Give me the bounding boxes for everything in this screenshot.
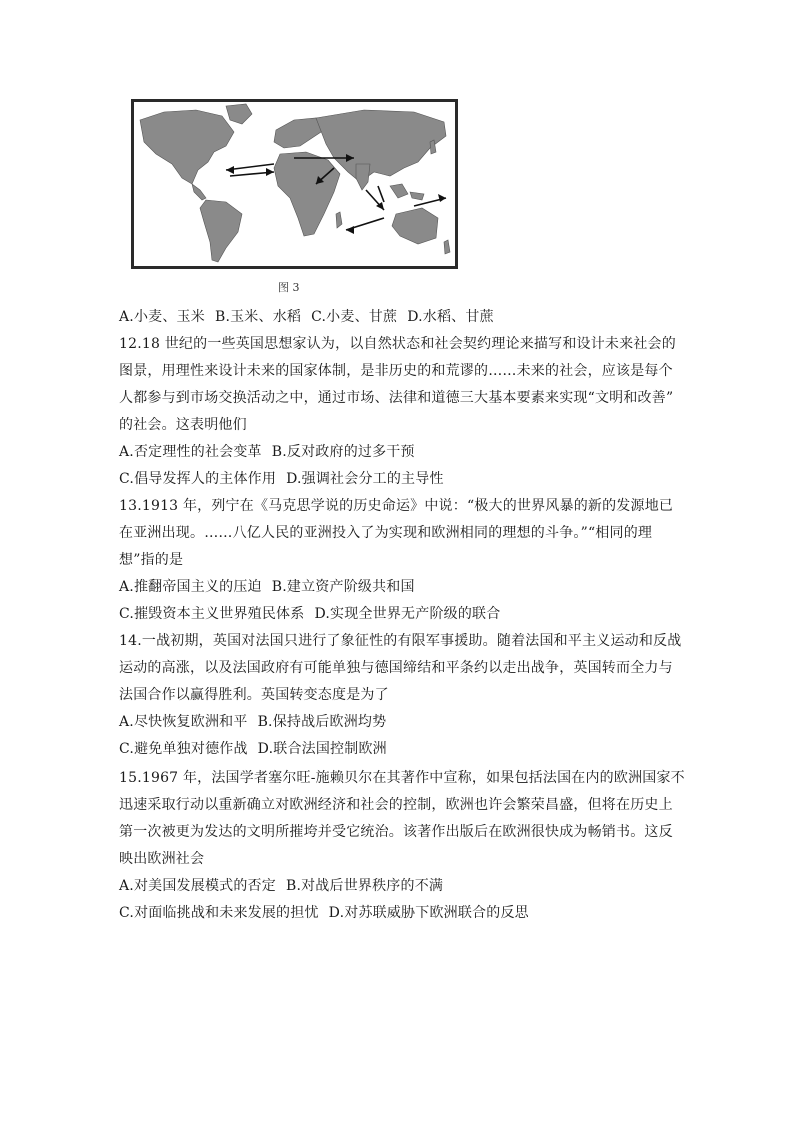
q14-option-d[interactable]: D.联合法国控制欧洲 bbox=[257, 741, 387, 757]
q15-options-row bbox=[119, 903, 539, 923]
q12-stem-line: 人都参与到市场交换活动之中，通过市场、法律和道德三大基本要素来实现“文明和改善” bbox=[119, 390, 674, 406]
q13-option-b[interactable]: B.建立资产阶级共和国 bbox=[271, 579, 415, 595]
q15-option-d[interactable]: D.对苏联威胁下欧洲联合的反思 bbox=[328, 905, 529, 921]
q11-options bbox=[119, 307, 504, 327]
q14-options-row bbox=[119, 712, 396, 732]
q12-options-row bbox=[119, 469, 454, 489]
q12-option-b[interactable]: B.反对政府的过多干预 bbox=[271, 444, 415, 460]
q15-stem-line: 15.1967 年，法国学者塞尔旺-施赖贝尔在其著作中宣称，如果包括法国在内的欧洲国家不 bbox=[119, 770, 685, 786]
q14-stem-line: 14.一战初期，英国对法国只进行了象征性的有限军事援助。随着法国和平主义运动和反战 bbox=[119, 633, 682, 649]
q15-option-a[interactable]: A.对美国发展模式的否定 bbox=[119, 878, 276, 894]
q14-stem-line: 法国合作以赢得胜利。英国转变态度是为了 bbox=[119, 687, 389, 703]
q13-option-d[interactable]: D.实现全世界无产阶级的联合 bbox=[314, 606, 501, 622]
q14-option-c[interactable]: C.避免单独对德作战 bbox=[119, 741, 248, 757]
q13-options-row bbox=[119, 577, 425, 597]
q13-options-row bbox=[119, 604, 510, 624]
q11-option-a[interactable]: A.小麦、玉米 bbox=[119, 309, 205, 325]
q15-options-row bbox=[119, 876, 453, 896]
q11-option-b[interactable]: B.玉米、水稻 bbox=[214, 309, 302, 325]
q14-option-a[interactable]: A.尽快恢复欧洲和平 bbox=[119, 714, 248, 730]
q11-option-c[interactable]: C.小麦、甘蔗 bbox=[311, 309, 398, 325]
q12-options-row bbox=[119, 442, 425, 462]
q15-stem-line: 迅速采取行动以重新确立对欧洲经济和社会的控制，欧洲也许会繁荣昌盛，但将在历史上 bbox=[119, 797, 673, 813]
q12-option-c[interactable]: C.倡导发挥人的主体作用 bbox=[119, 471, 277, 487]
q12-option-a[interactable]: A.否定理性的社会变革 bbox=[119, 444, 262, 460]
figure-caption: 图 3 bbox=[278, 281, 300, 294]
world-map-figure bbox=[131, 99, 458, 269]
q13-option-a[interactable]: A.推翻帝国主义的压迫 bbox=[119, 579, 262, 595]
q15-option-c[interactable]: C.对面临挑战和未来发展的担忧 bbox=[119, 905, 319, 921]
q13-option-c[interactable]: C.摧毁资本主义世界殖民体系 bbox=[119, 606, 305, 622]
q12-stem-line: 12.18 世纪的一些英国思想家认为，以自然状态和社会契约理论来描写和设计未来社会的 bbox=[119, 336, 676, 352]
q14-stem-line: 运动的高涨，以及法国政府有可能单独与德国缔结和平条约以走出战争，英国转而全力与 bbox=[119, 660, 673, 676]
q13-stem-line: 13.1913 年，列宁在《马克思学说的历史命运》中说：“极大的世界风暴的新的发源地已 bbox=[119, 498, 674, 514]
q11-option-d[interactable]: D.水稻、甘蔗 bbox=[407, 309, 494, 325]
q12-stem-line: 的社会。这表明他们 bbox=[119, 417, 247, 433]
q15-stem-line: 第一次被更为发达的文明所摧垮并受它统治。该著作出版后在欧洲很快成为畅销书。这反 bbox=[119, 824, 673, 840]
q12-option-d[interactable]: D.强调社会分工的主导性 bbox=[286, 471, 444, 487]
q12-stem-line: 图景，用理性来设计未来的国家体制，是非历史的和荒谬的……未来的社会，应该是每个 bbox=[119, 363, 673, 379]
q15-stem-line: 映出欧洲社会 bbox=[119, 851, 205, 867]
q14-option-b[interactable]: B.保持战后欧洲均势 bbox=[257, 714, 387, 730]
q15-option-b[interactable]: B.对战后世界秩序的不满 bbox=[285, 878, 444, 894]
world-map-icon bbox=[134, 102, 455, 266]
q14-options-row bbox=[119, 739, 397, 759]
q13-stem-line: 在亚洲出现。……八亿人民的亚洲投入了为实现和欧洲相同的理想的斗争。”“相同的理 bbox=[119, 525, 653, 541]
q13-stem-line: 想”指的是 bbox=[119, 552, 184, 568]
